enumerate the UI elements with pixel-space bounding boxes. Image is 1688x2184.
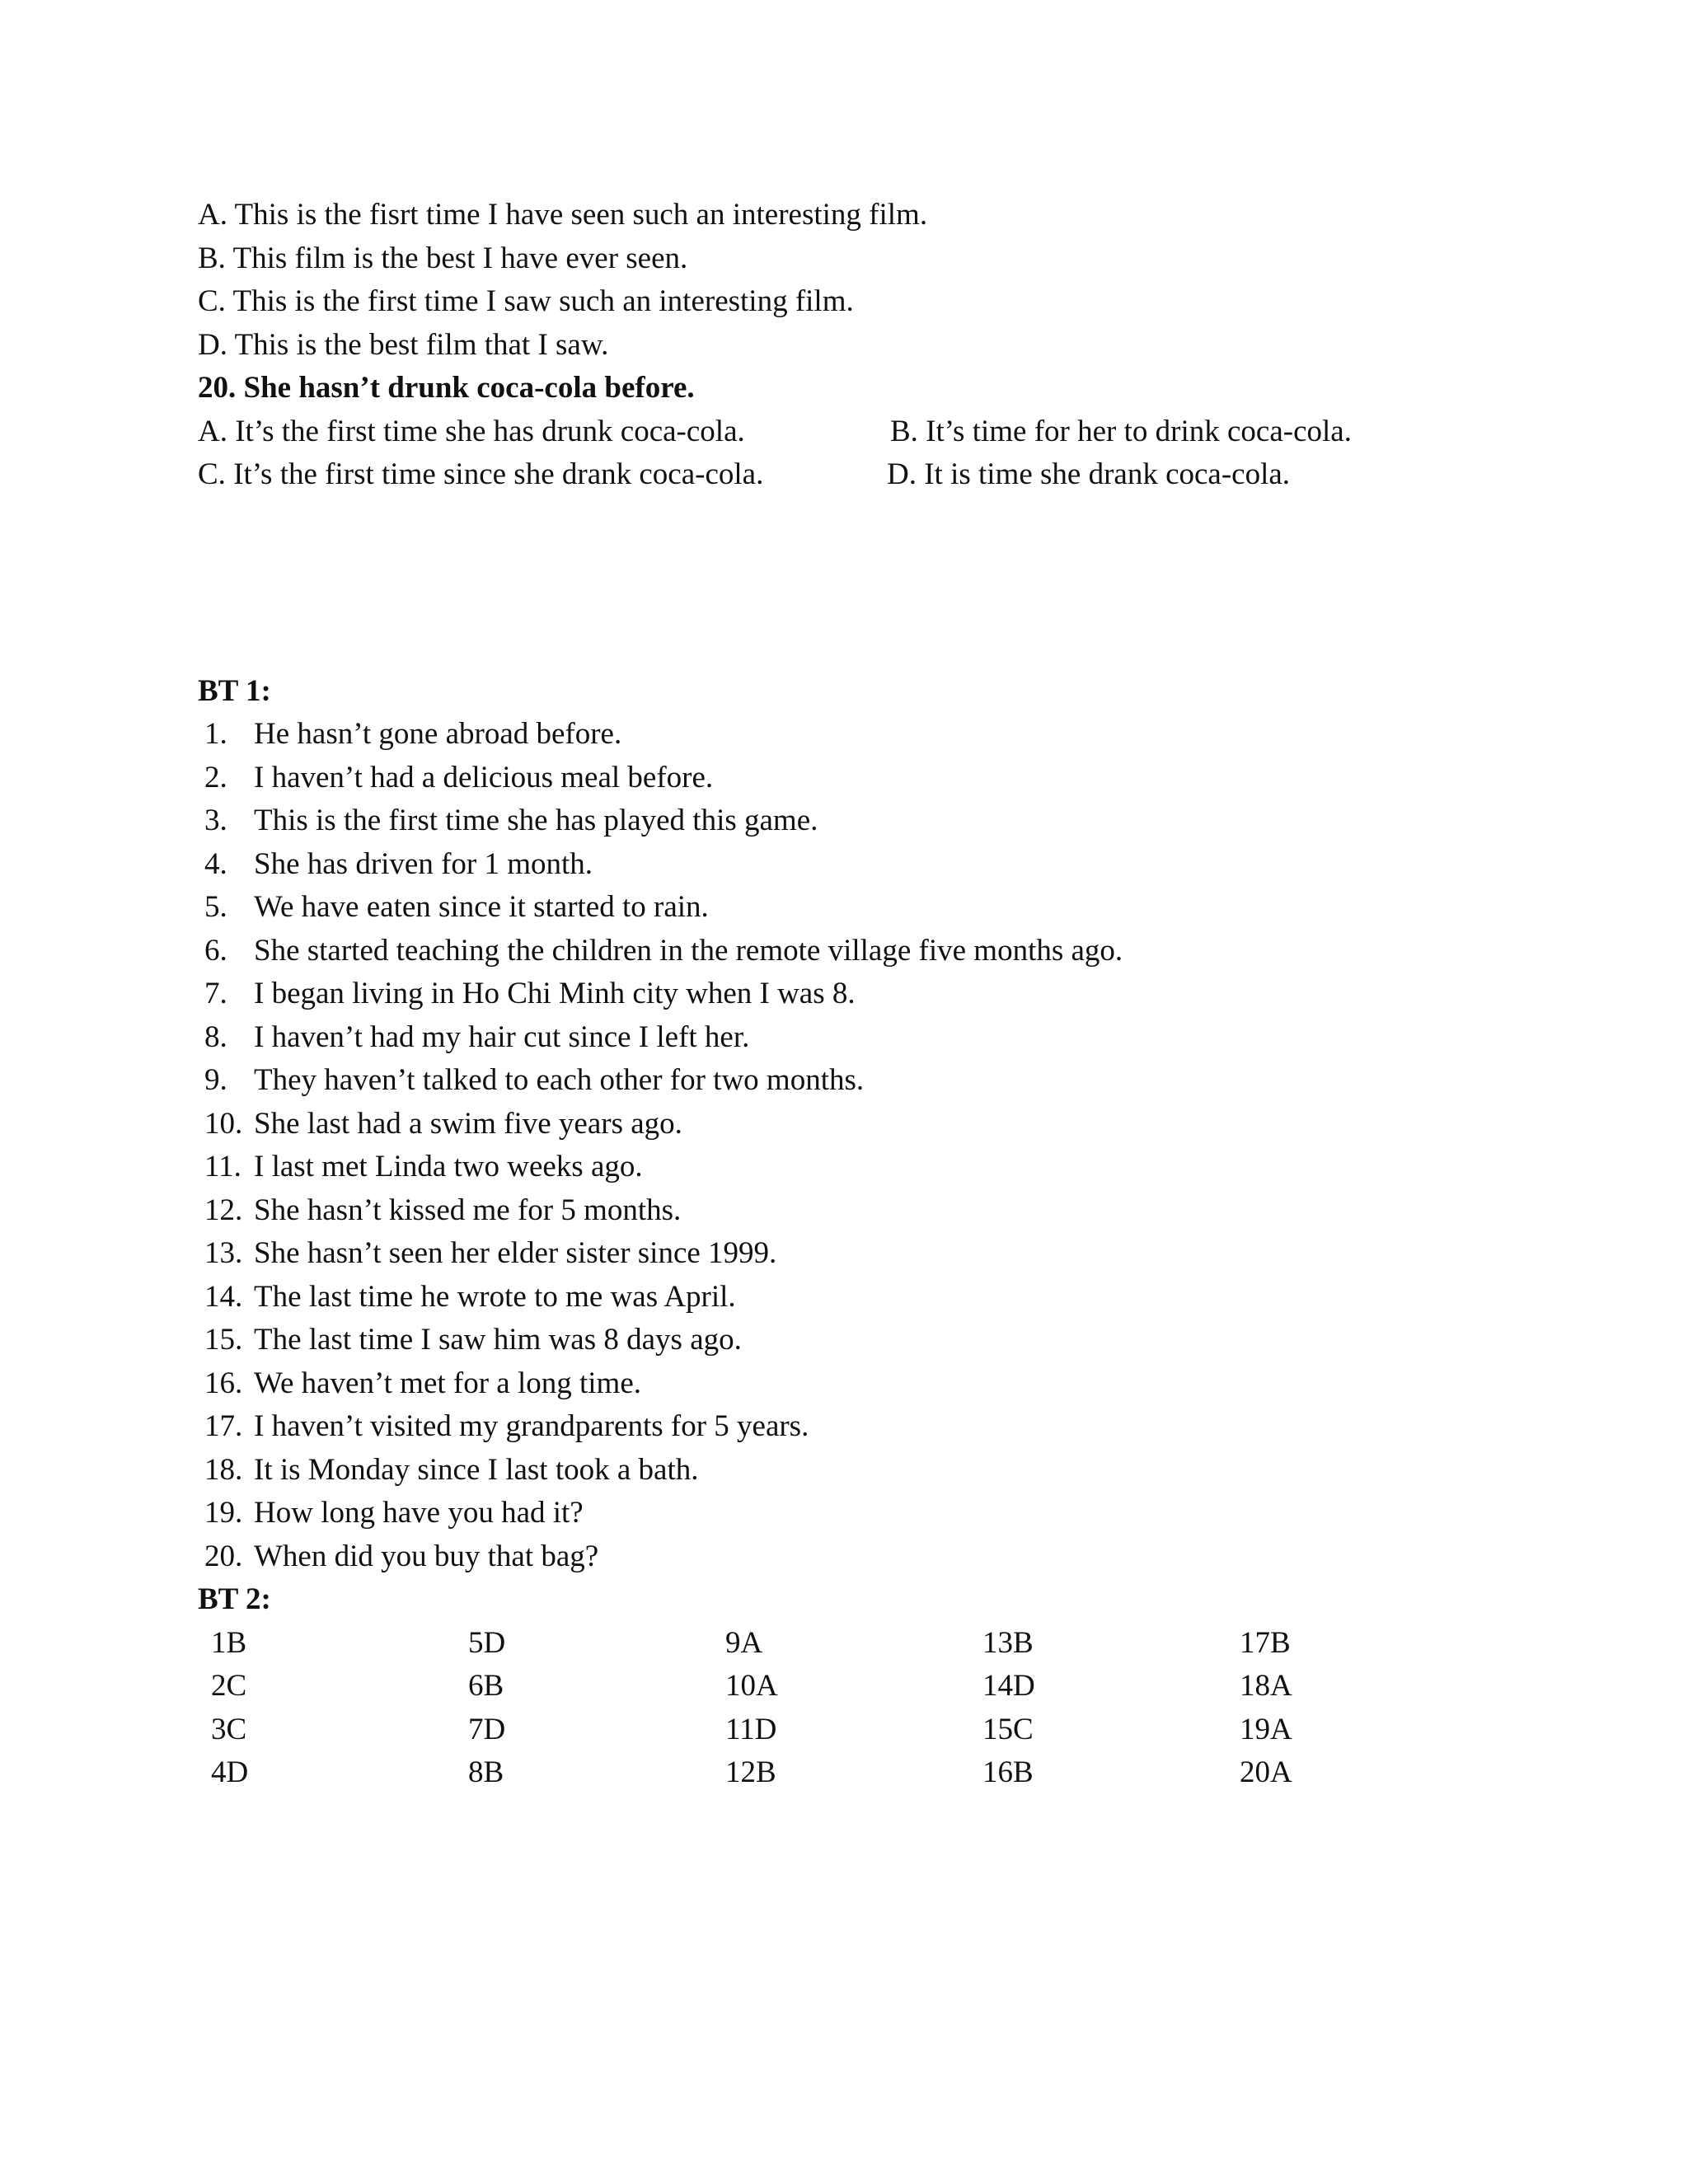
answer-cell: 14D <box>982 1669 1035 1703</box>
answer-cell: 6B <box>468 1669 504 1703</box>
q19-option-d: D. This is the best film that I saw. <box>198 327 609 362</box>
item-text: I haven’t had a delicious meal before. <box>254 760 714 794</box>
q20-option-a: A. It’s the first time she has drunk coca-cola. <box>198 414 745 448</box>
answer-cell: 16B <box>982 1755 1034 1789</box>
answer-cell: 20A <box>1240 1755 1292 1789</box>
item-number: 8. <box>204 1019 227 1054</box>
list-item <box>198 1059 1500 1103</box>
item-number: 3. <box>204 804 227 837</box>
item-number: 4. <box>204 846 227 881</box>
list-item <box>198 713 1500 757</box>
answer-cell: 15C <box>982 1712 1034 1746</box>
list-item <box>198 1362 1500 1406</box>
item-number: 20. <box>204 1539 243 1573</box>
item-number: 5. <box>204 890 227 924</box>
answer-cell: 5D <box>468 1625 506 1660</box>
q19-option-a: A. This is the fisrt time I have seen such an interesting film. <box>198 198 928 232</box>
grid-row <box>198 1708 1500 1752</box>
list-item <box>198 930 1500 973</box>
item-text: I haven’t had my hair cut since I left her. <box>254 1019 750 1054</box>
item-text: How long have you had it? <box>254 1496 584 1530</box>
bt2-heading: BT 2: <box>198 1582 271 1616</box>
answer-cell: 19A <box>1240 1712 1292 1746</box>
answer-cell: 17B <box>1240 1625 1291 1660</box>
item-number: 2. <box>204 760 227 794</box>
list-item <box>198 1103 1500 1146</box>
list-item <box>198 1016 1500 1060</box>
answer-cell: 3C <box>211 1712 247 1746</box>
item-text: This is the first time she has played this game. <box>254 804 818 837</box>
item-number: 15. <box>204 1323 243 1357</box>
item-number: 14. <box>204 1279 243 1314</box>
item-number: 16. <box>204 1366 243 1400</box>
item-text: We have eaten since it started to rain. <box>254 890 709 924</box>
item-text: They haven’t talked to each other for two months. <box>254 1063 865 1097</box>
q20-options-row-1 <box>198 410 1500 454</box>
list-item <box>198 1276 1500 1319</box>
q20-option-b: B. It’s time for her to drink coca-cola. <box>890 414 1352 448</box>
item-number: 12. <box>204 1193 243 1227</box>
list-item <box>198 972 1500 1016</box>
list-item <box>198 886 1500 930</box>
grid-row <box>198 1751 1500 1795</box>
item-number: 11. <box>204 1150 241 1183</box>
item-text: She hasn’t kissed me for 5 months. <box>254 1193 682 1227</box>
q20-option-c: C. It’s the first time since she drank coca-cola. <box>198 457 764 491</box>
bt1-answer-list <box>198 713 1500 1578</box>
item-text: It is Monday since I last took a bath. <box>254 1452 699 1487</box>
item-text: I haven’t visited my grandparents for 5 years. <box>254 1409 809 1443</box>
answer-cell: 4D <box>211 1755 249 1789</box>
item-number: 7. <box>204 977 227 1010</box>
q19-option-b: B. This film is the best I have ever seen. <box>198 241 688 275</box>
item-number: 19. <box>204 1496 243 1530</box>
list-item <box>198 757 1500 800</box>
answer-cell: 18A <box>1240 1669 1292 1703</box>
item-number: 18. <box>204 1452 243 1487</box>
item-text: We haven’t met for a long time. <box>254 1366 641 1400</box>
item-text: I last met Linda two weeks ago. <box>254 1150 643 1183</box>
bt2-answer-grid <box>198 1622 1500 1795</box>
q20-options-row-2 <box>198 453 1500 497</box>
list-item <box>198 1319 1500 1362</box>
item-text: The last time I saw him was 8 days ago. <box>254 1323 742 1357</box>
q19-option-c: C. This is the first time I saw such an interesting film. <box>198 284 854 318</box>
list-item <box>198 843 1500 887</box>
item-text: The last time he wrote to me was April. <box>254 1279 736 1314</box>
item-text: He hasn’t gone abroad before. <box>254 717 622 751</box>
item-number: 10. <box>204 1106 243 1141</box>
list-item <box>198 1405 1500 1449</box>
answer-cell: 11D <box>725 1712 777 1746</box>
answer-cell: 12B <box>725 1755 776 1789</box>
q20-option-d: D. It is time she drank coca-cola. <box>887 457 1291 491</box>
list-item <box>198 1492 1500 1535</box>
item-number: 1. <box>204 717 227 751</box>
answer-cell: 10A <box>725 1669 778 1703</box>
list-item <box>198 1535 1500 1579</box>
q20-question: 20. She hasn’t drunk coca-cola before. <box>198 371 695 405</box>
answer-cell: 8B <box>468 1755 504 1789</box>
list-item <box>198 1189 1500 1233</box>
answer-cell: 1B <box>211 1625 247 1660</box>
item-text: I began living in Ho Chi Minh city when I was 8. <box>254 977 856 1010</box>
answer-cell: 7D <box>468 1712 506 1746</box>
item-number: 17. <box>204 1409 243 1443</box>
list-item <box>198 1449 1500 1493</box>
grid-row <box>198 1665 1500 1708</box>
item-text: She last had a swim five years ago. <box>254 1106 682 1141</box>
item-number: 6. <box>204 933 227 968</box>
blank-space <box>198 497 1500 670</box>
list-item <box>198 1146 1500 1189</box>
answer-cell: 2C <box>211 1669 247 1703</box>
list-item <box>198 799 1500 843</box>
item-text: She started teaching the children in the remote village five months ago. <box>254 933 1123 968</box>
item-number: 9. <box>204 1063 227 1097</box>
answer-cell: 9A <box>725 1625 763 1660</box>
document-page <box>198 194 1500 1795</box>
bt1-heading: BT 1: <box>198 673 271 708</box>
item-text: She hasn’t seen her elder sister since 1999. <box>254 1236 777 1270</box>
item-number: 13. <box>204 1236 243 1270</box>
grid-row <box>198 1622 1500 1666</box>
answer-cell: 13B <box>982 1625 1034 1660</box>
item-text: She has driven for 1 month. <box>254 846 593 881</box>
item-text: When did you buy that bag? <box>254 1539 599 1573</box>
list-item <box>198 1232 1500 1276</box>
